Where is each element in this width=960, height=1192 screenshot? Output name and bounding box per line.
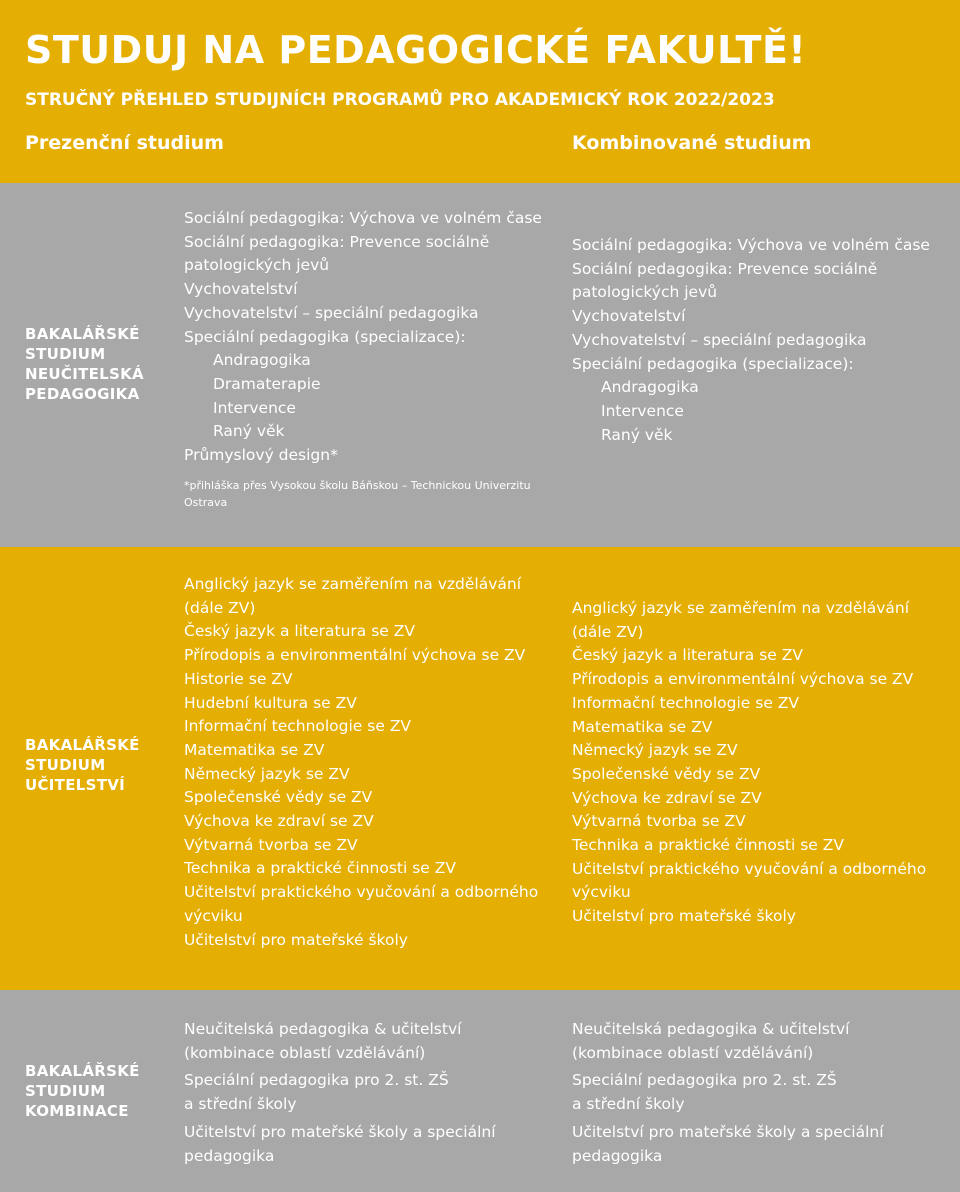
program-item: Informační technologie se ZV bbox=[184, 717, 412, 736]
program-item: a střední školy bbox=[572, 1095, 685, 1114]
fulltime-program-list bbox=[184, 207, 554, 511]
section-label: BAKALÁŘSKÉ STUDIUM NEUČITELSKÁ PEDAGOGIKA bbox=[25, 325, 144, 403]
program-item: pedagogika bbox=[184, 1146, 275, 1165]
program-item: Učitelství pro mateřské školy a speciální bbox=[184, 1122, 496, 1141]
program-item: Sociální pedagogika: Prevence sociálně bbox=[572, 259, 878, 278]
program-item: Sociální pedagogika: Výchova ve volném čase bbox=[184, 209, 542, 227]
program-item: Neučitelská pedagogika & učitelství bbox=[184, 1020, 462, 1038]
program-item: (dále ZV) bbox=[572, 622, 644, 641]
program-item: Výchova ke zdraví se ZV bbox=[184, 812, 374, 831]
fulltime-program-list bbox=[184, 573, 538, 952]
program-item: a střední školy bbox=[184, 1095, 297, 1114]
program-item: (kombinace oblastí vzdělávání) bbox=[184, 1043, 426, 1062]
program-item: Výchova ke zdraví se ZV bbox=[572, 788, 762, 807]
program-item: Český jazyk a literatura se ZV bbox=[184, 622, 415, 641]
program-item: (kombinace oblastí vzdělávání) bbox=[572, 1043, 814, 1062]
fulltime-program-list bbox=[184, 1018, 496, 1168]
combined-program-list bbox=[572, 597, 926, 929]
program-item: výcviku bbox=[184, 906, 243, 925]
program-item: Učitelství pro mateřské školy bbox=[184, 930, 408, 949]
specialization-item: Raný věk bbox=[601, 425, 673, 444]
program-item: Vychovatelství bbox=[572, 307, 686, 326]
program-item: patologických jevů bbox=[184, 256, 330, 275]
specialization-item: Andragogika bbox=[601, 378, 699, 397]
combined-program-list bbox=[572, 1018, 884, 1168]
program-item: výcviku bbox=[572, 883, 631, 902]
program-item: Výtvarná tvorba se ZV bbox=[572, 812, 746, 831]
section-teaching bbox=[0, 547, 960, 990]
column-header-combined: Kombinované studium bbox=[572, 132, 812, 154]
program-item: Informační technologie se ZV bbox=[572, 693, 800, 712]
specialization-item: Andragogika bbox=[213, 351, 311, 370]
program-item: Přírodopis a environmentální výchova se ZV bbox=[572, 670, 914, 689]
section-label: BAKALÁŘSKÉ STUDIUM UČITELSTVÍ bbox=[25, 736, 140, 794]
program-item: Vychovatelství – speciální pedagogika bbox=[572, 330, 867, 349]
program-item: Technika a praktické činnosti se ZV bbox=[184, 859, 456, 878]
specialization-item: Raný věk bbox=[213, 422, 285, 441]
program-item: Historie se ZV bbox=[184, 669, 293, 688]
program-item: pedagogika bbox=[572, 1146, 663, 1165]
program-item: Anglický jazyk se zaměřením na vzdělávání bbox=[572, 599, 910, 617]
specialization-item: Intervence bbox=[601, 401, 684, 420]
section-label: BAKALÁŘSKÉ STUDIUM KOMBINACE bbox=[25, 1062, 140, 1120]
program-item: Přírodopis a environmentální výchova se ZV bbox=[184, 646, 526, 665]
program-item: Učitelství pro mateřské školy bbox=[572, 907, 796, 926]
program-item: Průmyslový design* bbox=[184, 446, 338, 465]
program-item: (dále ZV) bbox=[184, 598, 256, 617]
program-item: Anglický jazyk se zaměřením na vzdělávání bbox=[184, 575, 522, 593]
page-title: STUDUJ NA PEDAGOGICKÉ FAKULTĚ! bbox=[25, 28, 807, 72]
program-item: Výtvarná tvorba se ZV bbox=[184, 835, 358, 854]
specialization-item: Dramaterapie bbox=[213, 374, 321, 393]
section-non-teaching bbox=[0, 183, 960, 547]
section-combination bbox=[0, 990, 960, 1192]
combined-program-list bbox=[572, 234, 930, 447]
program-item: Sociální pedagogika: Prevence sociálně bbox=[184, 232, 490, 251]
column-header-fulltime: Prezenční studium bbox=[25, 132, 224, 154]
program-item: Německý jazyk se ZV bbox=[184, 764, 350, 783]
program-item: Společenské vědy se ZV bbox=[572, 764, 761, 783]
program-item: patologických jevů bbox=[572, 283, 718, 302]
program-item: Český jazyk a literatura se ZV bbox=[572, 646, 803, 665]
specialization-item: Intervence bbox=[213, 398, 296, 417]
program-item: Učitelství pro mateřské školy a speciální bbox=[572, 1122, 884, 1141]
program-item: Učitelství praktického vyučování a odborného bbox=[572, 859, 927, 878]
program-item: Speciální pedagogika pro 2. st. ZŠ bbox=[572, 1071, 837, 1090]
page-header bbox=[0, 0, 960, 183]
program-item: Vychovatelství bbox=[184, 280, 298, 299]
page-subtitle: STRUČNÝ PŘEHLED STUDIJNÍCH PROGRAMŮ PRO AKADEMICKÝ ROK 2022/2023 bbox=[25, 90, 775, 110]
program-item: Hudební kultura se ZV bbox=[184, 693, 357, 712]
program-item: Vychovatelství – speciální pedagogika bbox=[184, 303, 479, 322]
program-item: Učitelství praktického vyučování a odborného bbox=[184, 883, 539, 902]
program-item: Sociální pedagogika: Výchova ve volném čase bbox=[572, 236, 930, 254]
program-item: Společenské vědy se ZV bbox=[184, 788, 373, 807]
program-item: Technika a praktické činnosti se ZV bbox=[572, 836, 844, 855]
program-item: Speciální pedagogika (specializace): bbox=[184, 327, 466, 346]
program-item: Matematika se ZV bbox=[572, 717, 713, 736]
program-item: Speciální pedagogika (specializace): bbox=[572, 354, 854, 373]
footnote: *přihláška přes Vysokou školu Báňskou – Technickou Univerzitu Ostrava bbox=[184, 478, 531, 509]
program-item: Německý jazyk se ZV bbox=[572, 741, 738, 760]
program-item: Speciální pedagogika pro 2. st. ZŠ bbox=[184, 1071, 449, 1090]
program-item: Matematika se ZV bbox=[184, 740, 325, 759]
program-item: Neučitelská pedagogika & učitelství bbox=[572, 1020, 850, 1038]
